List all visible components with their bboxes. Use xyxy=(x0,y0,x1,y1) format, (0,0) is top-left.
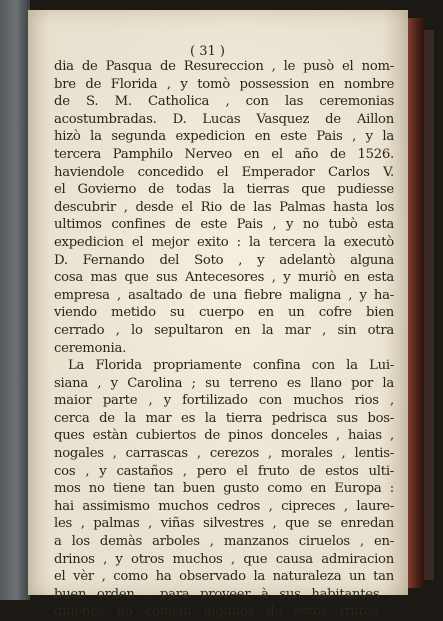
text-line: cosa mas que sus Antecesores , y muriò en esta xyxy=(54,270,394,286)
page-text xyxy=(54,58,394,621)
text-line: quienes no comian algunos de estos frutos , xyxy=(54,604,394,620)
text-line: viendo metido su cuerpo en un cofre bien xyxy=(54,305,394,321)
text-line: D. Fernando del Soto , y adelantò alguna xyxy=(54,252,394,268)
text-line: de S. M. Catholica , con las ceremonias xyxy=(54,94,394,110)
text-line: hai assimismo muchos cedros , cipreces , laure- xyxy=(54,498,394,514)
text-line: cerca de la mar es la tierra pedrisca sus bos- xyxy=(54,410,394,426)
text-line: el vèr , como ha observado la naturaleza un tan xyxy=(54,569,394,585)
text-line: tercera Pamphilo Nerveo en el año de 1526. xyxy=(54,146,394,162)
text-line: hizò la segunda expedicion en este Pais , y la xyxy=(54,129,394,145)
background-strip xyxy=(424,30,434,580)
text-line: drinos , y otros muchos , que causa admiracion xyxy=(54,551,394,567)
text-line: descubrir , desde el Rio de las Palmas hasta los xyxy=(54,199,394,215)
text-line: siana , y Carolina ; su terreno es llano por la xyxy=(54,375,394,391)
text-line: empresa , asaltado de una fiebre maligna , y ha- xyxy=(54,287,394,303)
text-line: mos no tiene tan buen gusto como en Europa : xyxy=(54,481,394,497)
text-line: maior parte , y fortilizado con muchos rios , xyxy=(54,393,394,409)
text-line: dia de Pasqua de Resureccion , le pusò el nom- xyxy=(54,59,394,74)
text-line: cerrado , lo sepultaron en la mar , sin otra xyxy=(54,322,394,338)
text-line: buen orden , para proveer à sus habitantes , xyxy=(54,586,394,602)
text-line: ceremonia. xyxy=(54,340,127,356)
paragraph-start-line: La Florida propriamente confina con la Lui- xyxy=(68,358,394,374)
text-line: el Govierno de todas la tierras que pudiesse xyxy=(54,182,394,198)
text-line: ultimos confines de este Pais , y no tubò esta xyxy=(54,217,394,233)
text-line: haviendole concedido el Emperador Carlos V. xyxy=(54,164,394,180)
text-line: a los demàs arboles , manzanos ciruelos , en- xyxy=(54,534,394,550)
text-line: acostumbradas. D. Lucas Vasquez de Aillon xyxy=(54,111,394,127)
text-line: les , palmas , viñas silvestres , que se enredan xyxy=(54,516,394,532)
text-line: expedicion el mejor exito : la tercera la executò xyxy=(54,234,394,250)
left-cover xyxy=(0,0,30,600)
text-line: bre de Florida , y tomò possession en nombre xyxy=(54,76,394,92)
page-number: ( 31 ) xyxy=(190,44,225,59)
text-line: cos , y castaños , pero el fruto de estos ulti- xyxy=(54,463,394,479)
text-line: ques estàn cubiertos de pinos donceles , haias , xyxy=(54,428,394,444)
text-line: nogales , carrascas , cerezos , morales , lentis- xyxy=(54,446,394,462)
